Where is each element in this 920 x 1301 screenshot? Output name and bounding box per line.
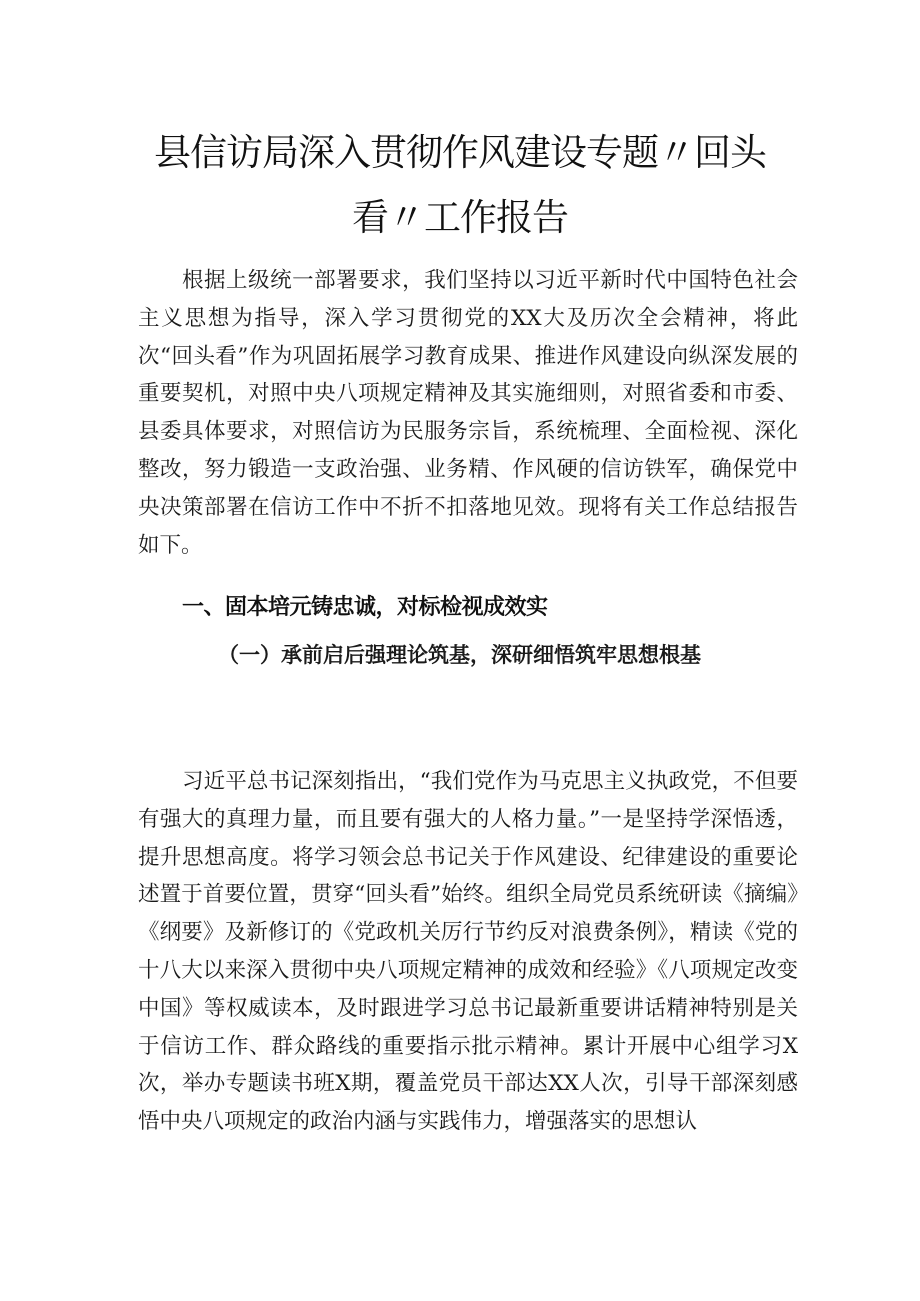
document-title-line-1: 县信访局深入贯彻作风建设专题〃回头: [154, 131, 766, 174]
subsection-heading: （一）承前启后强理论筑基，深研细悟筑牢思想根基: [218, 642, 701, 667]
intro-paragraph: 根据上级统一部署要求，我们坚持以习近平新时代中国特色社会主义思想为指导，深入学习贯彻党的XX大及历次全会精神，将此次“回头看”作为巩固拓展学习教育成果、推进作风建设向纵深发展的重要契机，对照中央八项规定精神及其实施细则，对照省委和市委、县委具体要求，对照信访为民服务宗旨，系统梳理、全面检视、深化整改，努力锻造一支政治强、业务精、作风硬的信访铁军，确保党中央决策部署在信访工作中不折不扣落地见效。现将有关工作总结报告如下。: [138, 268, 798, 558]
section-heading: 一、固本培元铸忠诚，对标检视成效实: [182, 595, 548, 620]
body-paragraph: 习近平总书记深刻指出，“我们党作为马克思主义执政党，不但要有强大的真理力量，而且要有强大的人格力量。”一是坚持学深悟透，提升思想高度。将学习领会总书记关于作风建设、纪律建设的重要论述置于首要位置，贯穿“回头看”始终。组织全局党员系统研读《摘编》《纲要》及新修订的《党政机关厉行节约反对浪费条例》，精读《党的十八大以来深入贯彻中央八项规定精神的成效和经验》《八项规定改变中国》等权威读本，及时跟进学习总书记最新重要讲话精神特别是关于信访工作、群众路线的重要指示批示精神。累计开展中心组学习X次，举办专题读书班X期，覆盖党员干部达XX人次，引导干部深刻感悟中央八项规定的政治内涵与实践伟力，增强落实的思想认: [138, 769, 798, 1135]
document-title-line-2: 看〃工作报告: [352, 196, 568, 239]
